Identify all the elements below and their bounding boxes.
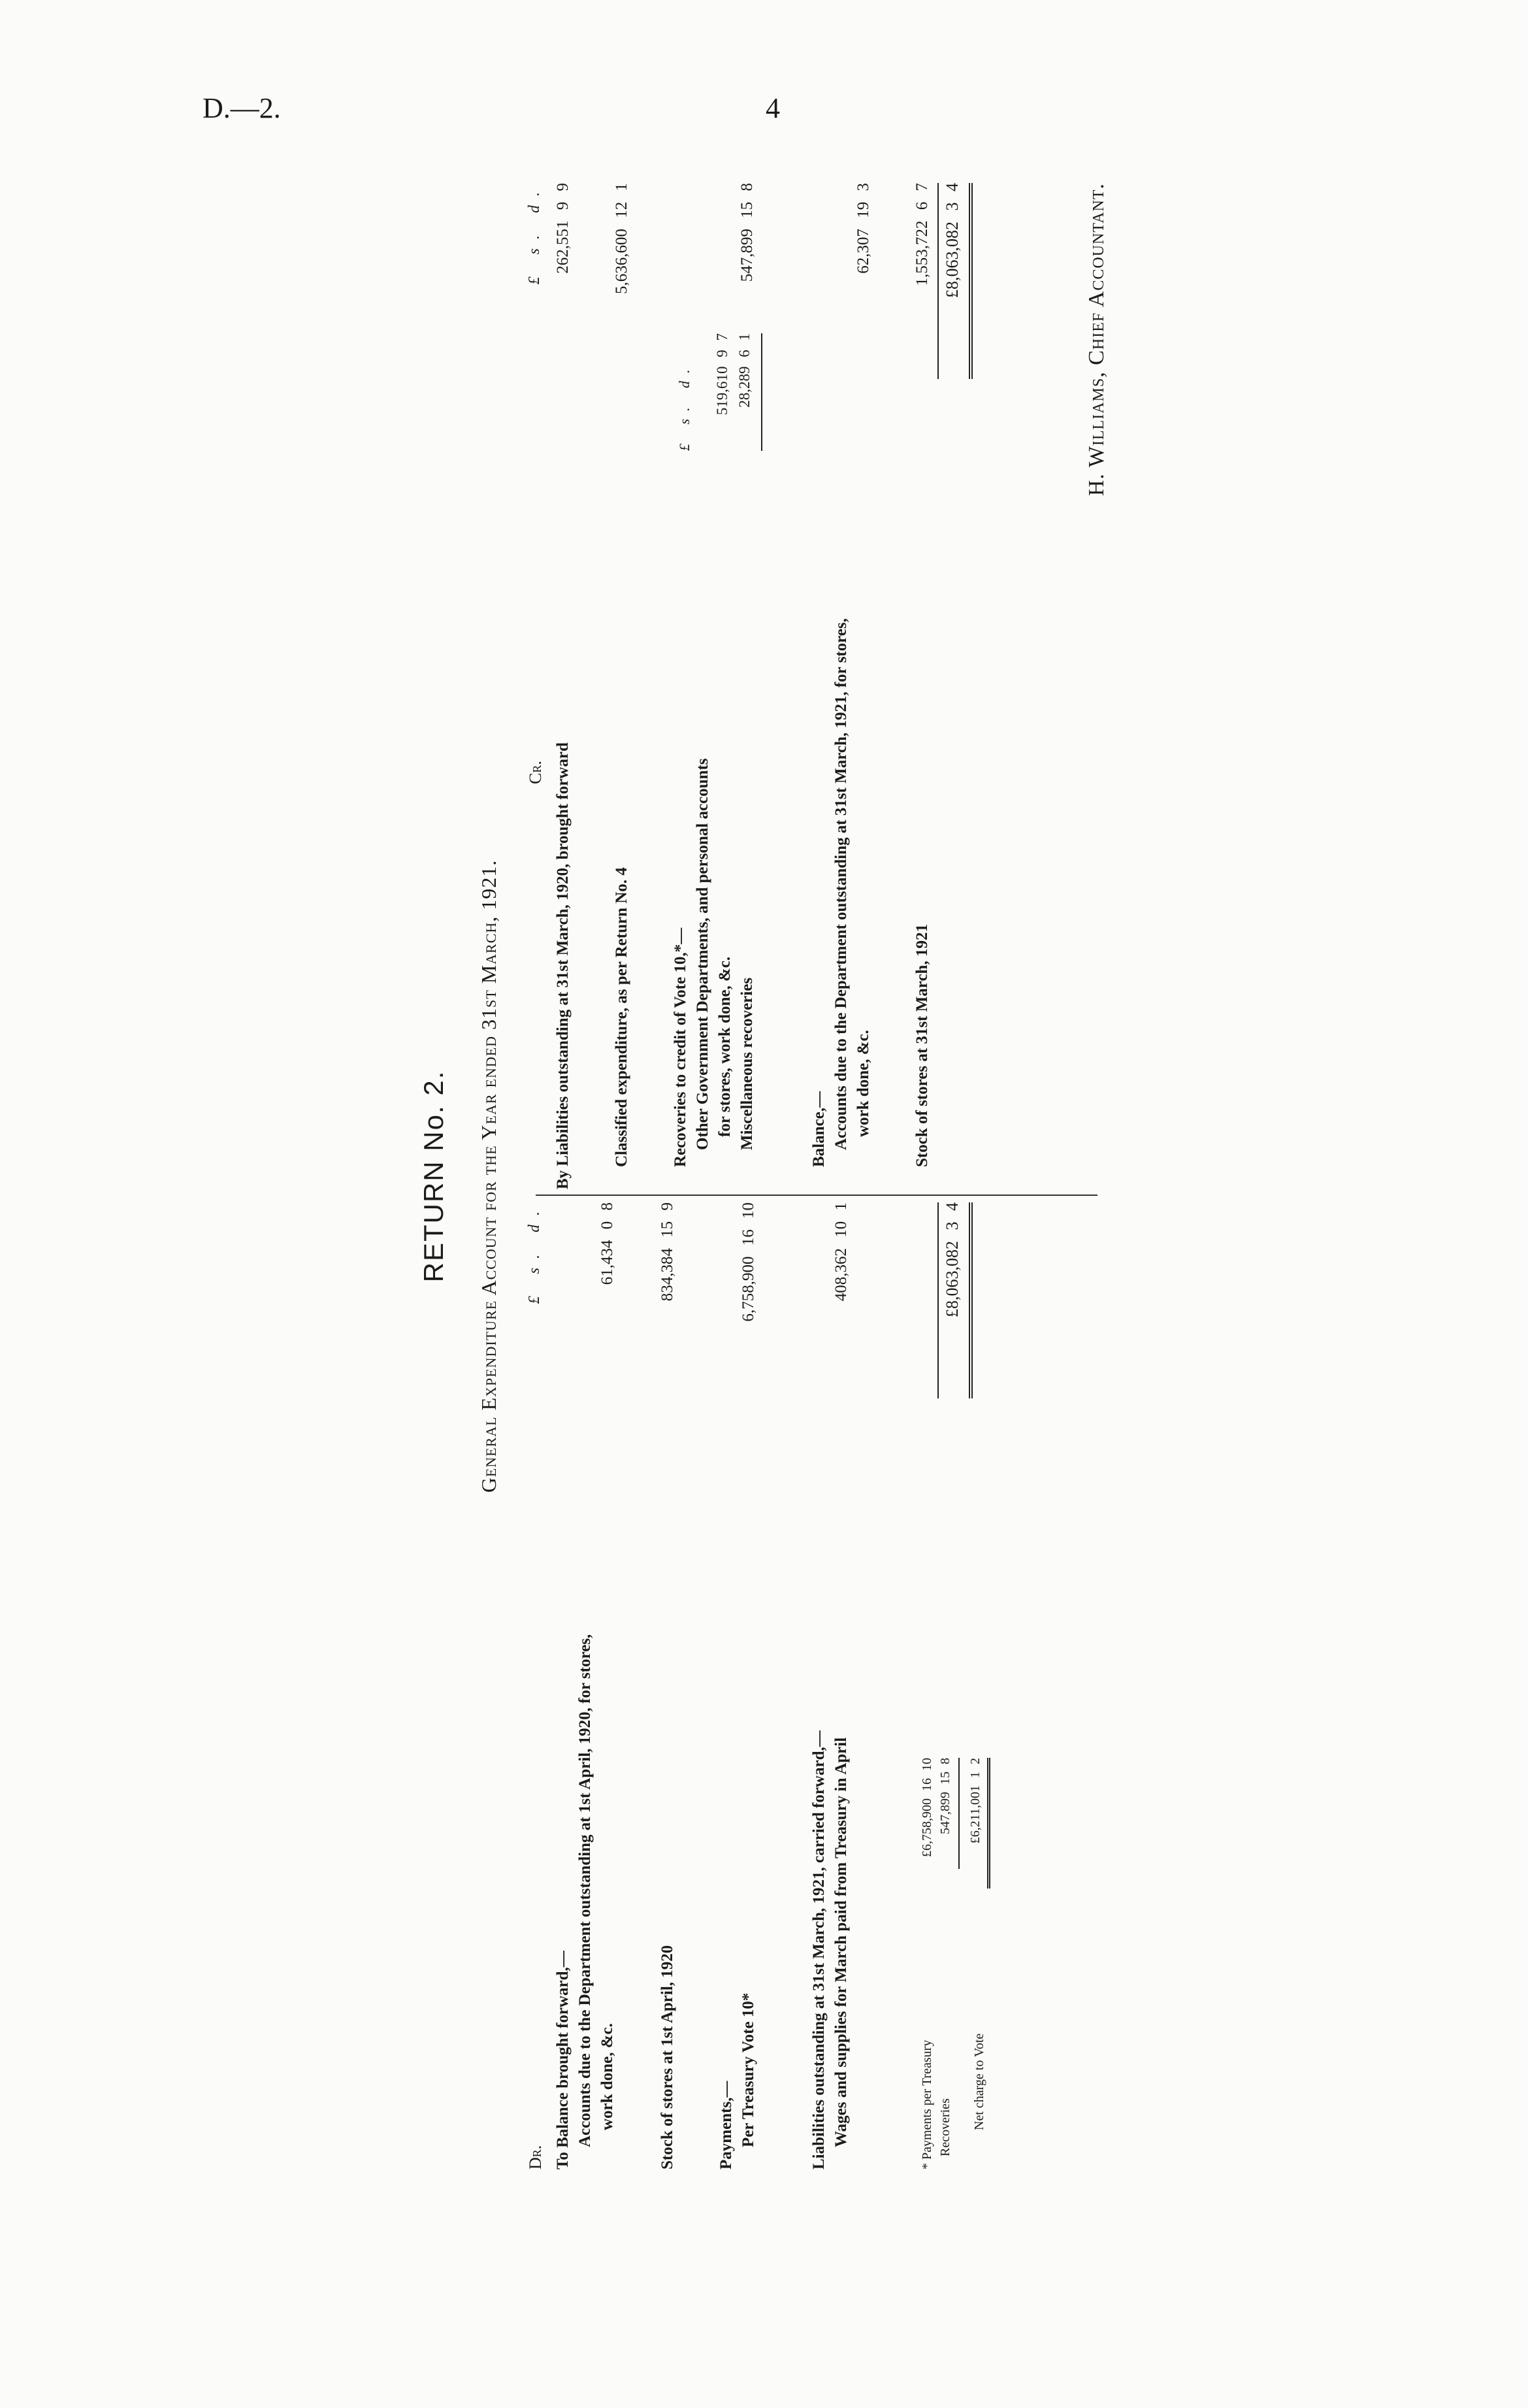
- credit-sub-rule: [761, 333, 762, 451]
- debit-amount-liabilities: 408,362 10 1: [832, 1202, 850, 1302]
- credit-head: Cr.: [526, 761, 545, 784]
- debit-line-work-done: work done, &c.: [598, 2023, 616, 2130]
- debit-line-payments: Payments,—: [717, 2081, 735, 2169]
- debit-head: Dr.: [526, 2145, 545, 2169]
- credit-line-work-done: work done, &c.: [854, 1030, 872, 1137]
- credit-line-balance: Balance,—: [810, 1091, 828, 1167]
- footnote-payments-amount: £6,758,900 16 10: [920, 1758, 934, 1857]
- page-header: [0, 91, 1528, 131]
- return-title: RETURN No. 2.: [418, 1070, 449, 1283]
- signature: H. Williams, Chief Accountant.: [1084, 183, 1109, 497]
- debit-amount-accounts: 61,434 0 8: [598, 1202, 616, 1285]
- footnote-recoveries-amount: 547,899 15 8: [938, 1758, 952, 1834]
- footnote-payments-label: * Payments per Treasury: [920, 2039, 934, 2169]
- debit-line-liabilities: Liabilities outstanding at 31st March, 1921, carried forward,—: [810, 1730, 828, 2169]
- credit-line-stock: Stock of stores at 31st March, 1921: [913, 924, 931, 1167]
- credit-amount-liabilities: 262,551 9 9: [554, 183, 572, 274]
- credit-total: £8,063,082 3 4: [937, 183, 973, 379]
- page-number: 4: [766, 92, 780, 124]
- credit-line-stores: for stores, work done, &c.: [716, 956, 734, 1137]
- credit-sub-amount-departments: 519,610 9 7: [714, 333, 730, 416]
- footnote-rule: [958, 1758, 960, 1869]
- footnote-net-label: Net charge to Vote: [972, 2033, 986, 2130]
- account-title: General Expenditure Account for the Year ended 31st March, 1921.: [477, 859, 500, 1493]
- credit-currency-head: £ s. d.: [526, 183, 543, 285]
- credit-amount-recoveries: 547,899 15 8: [738, 183, 756, 282]
- debit-side: [526, 1202, 1114, 2169]
- debit-line-balance: To Balance brought forward,—: [554, 1951, 572, 2169]
- debit-total: £8,063,082 3 4: [937, 1202, 973, 1398]
- credit-sub-currency-head: £ s. d.: [676, 361, 692, 451]
- rotated-account-block: [418, 183, 1169, 2169]
- credit-line-recoveries: Recoveries to credit of Vote 10,*—: [672, 927, 689, 1167]
- credit-side: [526, 183, 1114, 1189]
- column-divider: [536, 1195, 1097, 1196]
- credit-line-classified: Classified expenditure, as per Return No. 4: [613, 867, 630, 1167]
- credit-line-other-departments: Other Government Departments, and personal accounts: [694, 758, 711, 1150]
- debit-amount-payments: 6,758,900 16 10: [740, 1202, 757, 1322]
- debit-line-stock: Stock of stores at 1st April, 1920: [658, 1945, 676, 2169]
- credit-sub-amount-miscellaneous: 28,289 6 1: [736, 333, 753, 408]
- debit-currency-head: £ s. d.: [526, 1202, 543, 1304]
- credit-amount-balance: 62,307 19 3: [854, 183, 872, 274]
- document-reference: D.—2.: [203, 92, 281, 124]
- credit-line-accounts: Accounts due to the Department outstanding at 31st March, 1921, for stores,: [832, 618, 850, 1150]
- footnote-recoveries-label: Recoveries: [938, 2098, 952, 2156]
- credit-line-miscellaneous: Miscellaneous recoveries: [738, 977, 756, 1150]
- debit-line-accounts: Accounts due to the Department outstanding at 1st April, 1920, for stores,: [576, 1634, 594, 2147]
- credit-amount-classified: 5,636,600 12 1: [613, 183, 630, 294]
- debit-line-treasury-vote: Per Treasury Vote 10*: [740, 1992, 757, 2147]
- footnote-net-amount: £6,211,001 1 2: [966, 1758, 990, 1888]
- debit-line-wages: Wages and supplies for March paid from Treasury in April: [832, 1737, 850, 2147]
- debit-amount-stock: 834,384 15 9: [658, 1202, 676, 1302]
- credit-amount-stock: 1,553,722 6 7: [913, 183, 931, 286]
- credit-line-liabilities: By Liabilities outstanding at 31st March, 1920, brought forward: [554, 742, 572, 1189]
